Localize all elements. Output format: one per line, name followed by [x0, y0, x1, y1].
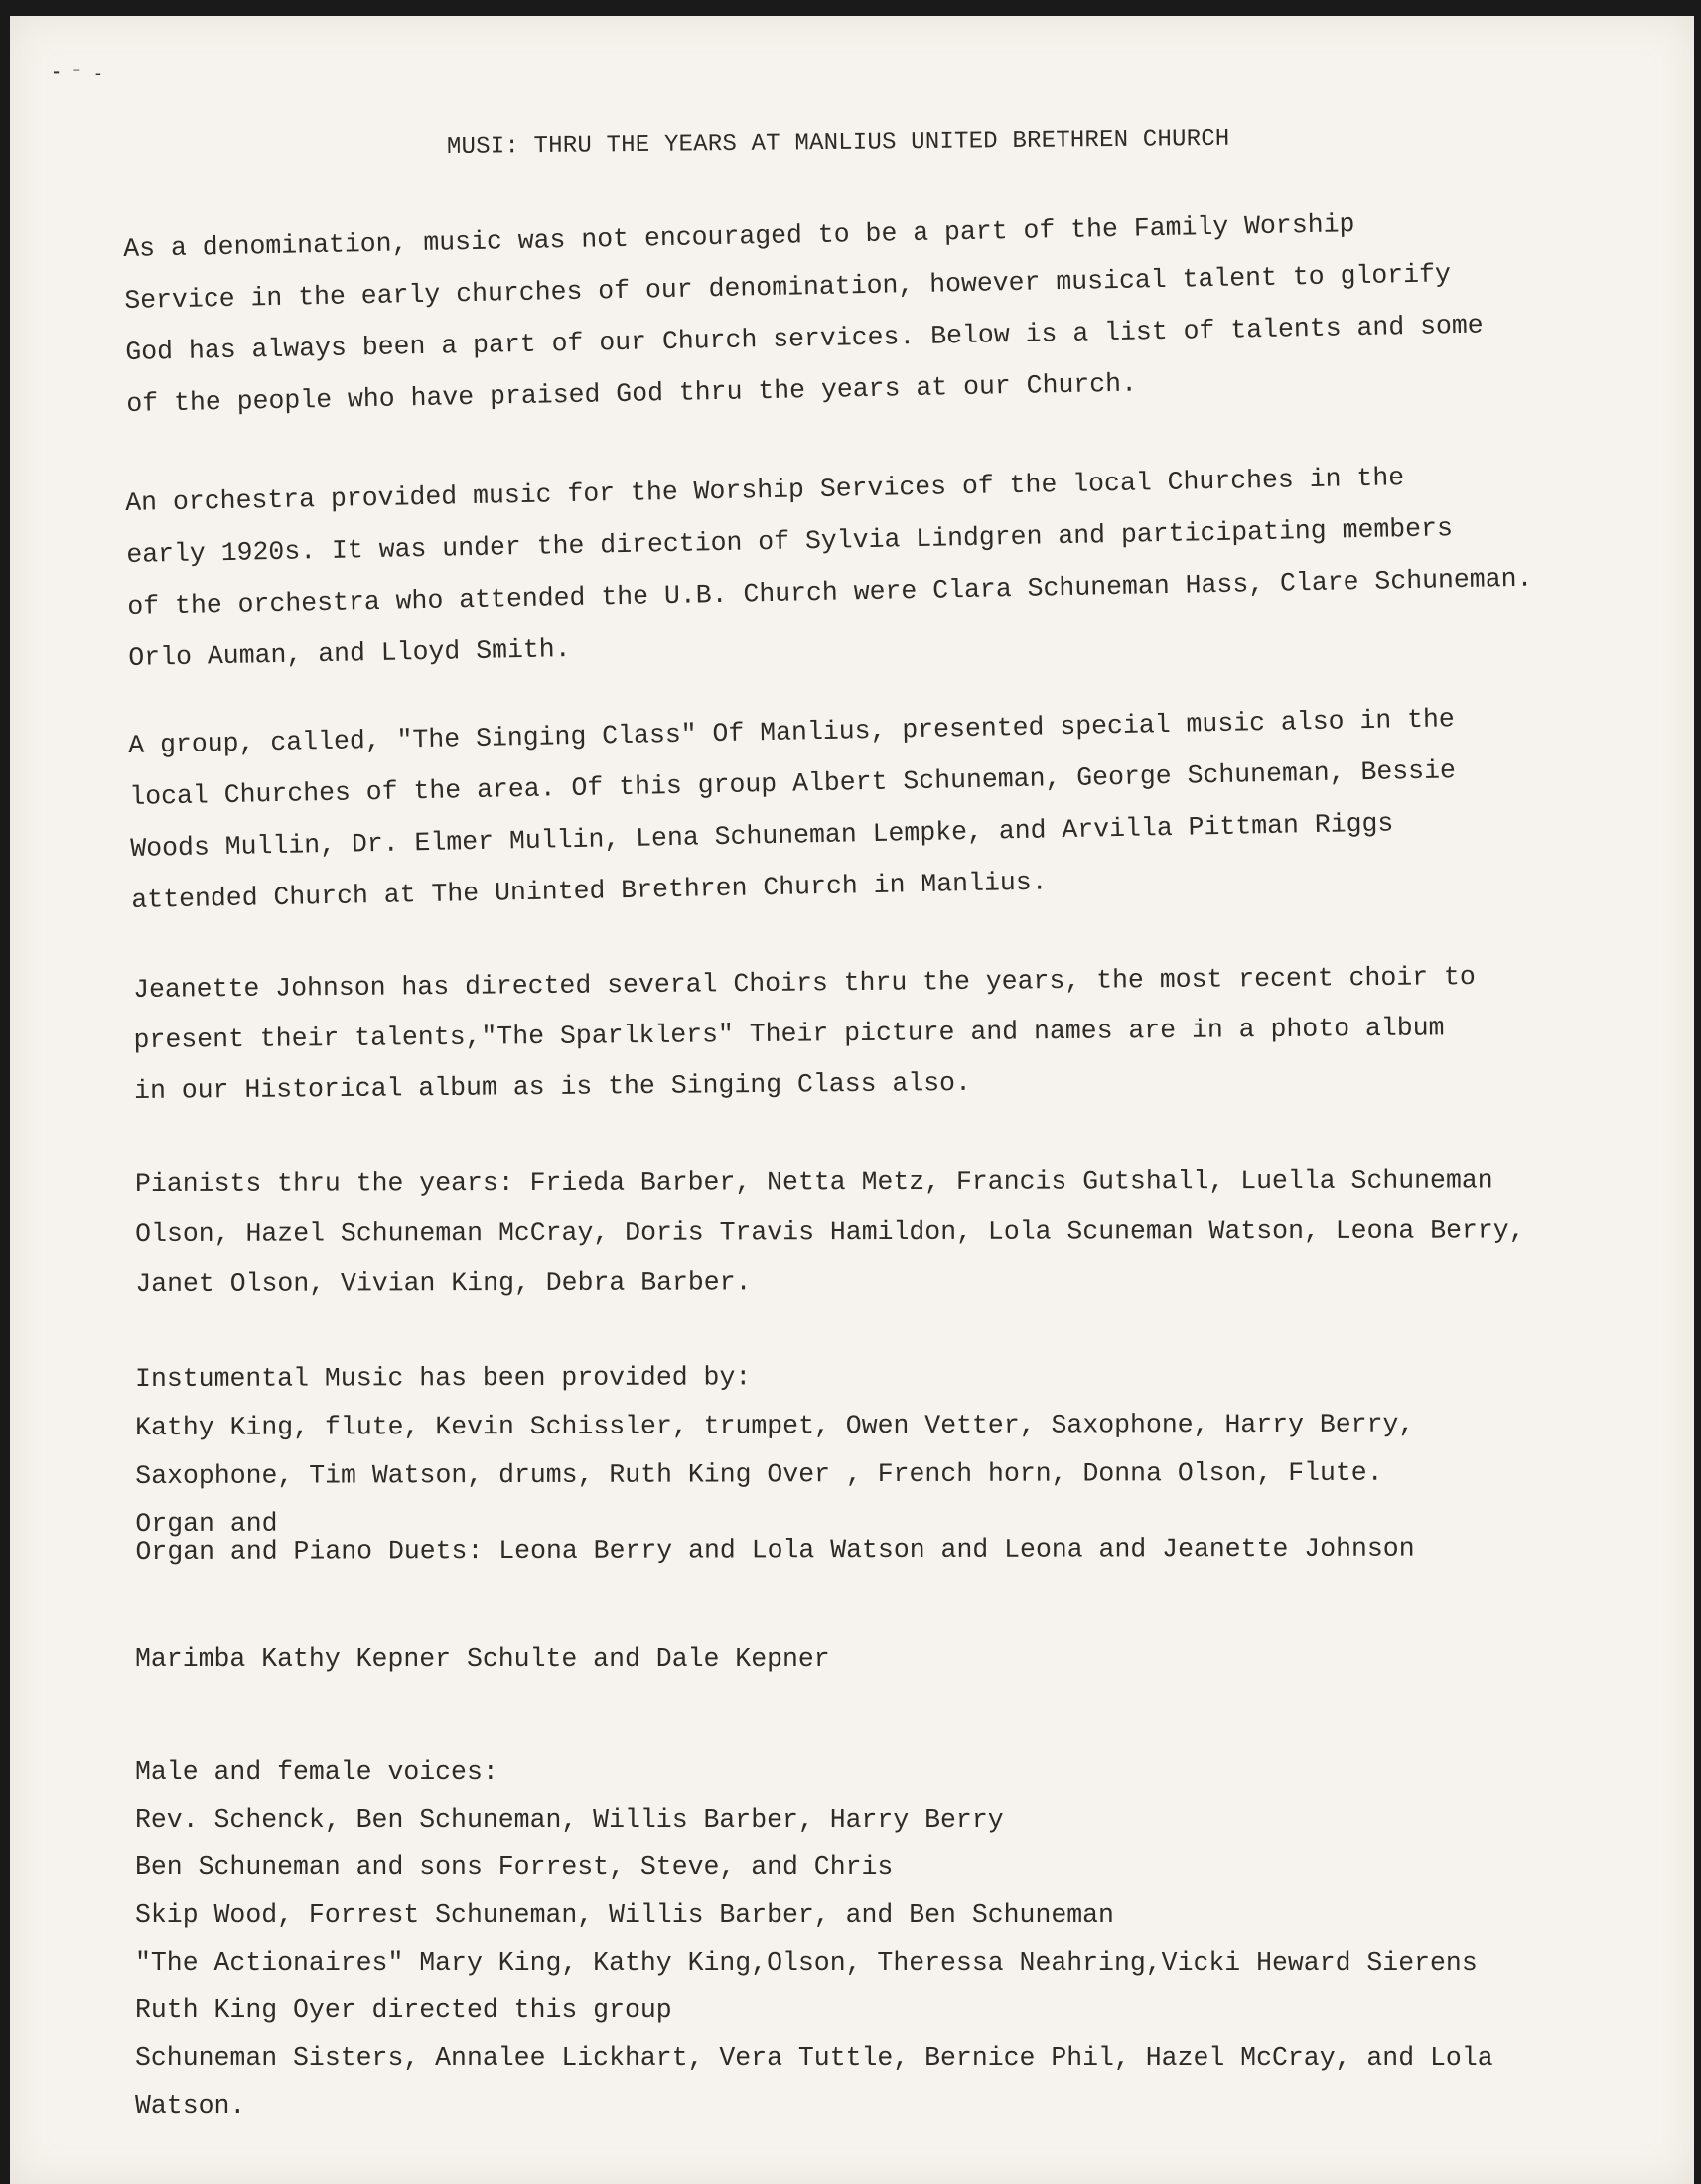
text-line: Orlo Auman, and Lloyd Smith. — [128, 634, 571, 673]
text-line: Janet Olson, Vivian King, Debra Barber. — [135, 1267, 752, 1298]
text-line: Ben Schuneman and sons Forrest, Steve, and Chris — [135, 1852, 894, 1882]
text-line: Watson. — [135, 2091, 246, 2120]
text-line: in our Historical album as is the Singing Class also. — [133, 1067, 972, 1106]
text-line: God has always been a part of our Church services. Below is a list of talents and some — [125, 310, 1484, 367]
text-line: present their talents,"The Sparlklers" Their picture and names are in a photo album — [133, 1013, 1445, 1055]
text-line: "The Actionaires" Mary King, Kathy King,Olson, Theressa Neahring,Vicki Heward Sierens — [135, 1948, 1478, 1978]
text-line: Skip Wood, Forrest Schuneman, Willis Barber, and Ben Schuneman — [135, 1900, 1114, 1930]
text-line: Jeanette Johnson has directed several Choirs thru the years, the most recent choir to — [132, 962, 1476, 1005]
text-line: Rev. Schenck, Ben Schuneman, Willis Barber, Harry Berry — [135, 1805, 1004, 1835]
text-line: Ruth King Oyer directed this group — [135, 1995, 672, 2025]
text-line: of the orchestra who attended the U.B. Church were Clara Schuneman Hass, Clare Schuneman. — [127, 563, 1533, 621]
text-line: early 1920s. It was under the direction of Sylvia Lindgren and participating members — [126, 513, 1454, 570]
text-line: Service in the early churches of our denomination, however musical talent to glorify — [124, 259, 1452, 316]
text-line: attended Church at The Uninted Brethren Church in Manlius. — [131, 867, 1048, 915]
text-line: Organ and Piano Duets: Leona Berry and Lola Watson and Leona and Jeanette Johnson — [135, 1533, 1415, 1567]
scan-speck-marks: ⁃ ⁻ ‐ — [52, 64, 104, 84]
text-line: Pianists thru the years: Frieda Barber, Netta Metz, Francis Gutshall, Luella Schuneman — [134, 1165, 1493, 1199]
text-line: As a denomination, music was not encouraged to be a part of the Family Worship — [122, 209, 1355, 264]
text-line: Woods Mullin, Dr. Elmer Mullin, Lena Schuneman Lempke, and Arvilla Pittman Riggs — [130, 808, 1394, 864]
text-line: of the people who have praised God thru the years at our Church. — [126, 368, 1138, 419]
text-line: An orchestra provided music for the Worship Services of the local Churches in the — [124, 463, 1405, 518]
text-line: Kathy King, flute, Kevin Schissler, trumpet, Owen Vetter, Saxophone, Harry Berry, — [135, 1409, 1415, 1442]
page-title: MUSI: THRU THE YEARS AT MANLIUS UNITED BRETHREN CHURCH — [446, 125, 1230, 161]
text-line: local Churches of the area. Of this group Albert Schuneman, George Schuneman, Bessie — [129, 755, 1457, 812]
text-line: Saxophone, Tim Watson, drums, Ruth King Over , French horn, Donna Olson, Flute. — [135, 1457, 1383, 1491]
text-line: Schuneman Sisters, Annalee Lickhart, Vera Tuttle, Bernice Phil, Hazel McCray, and Lola — [135, 2043, 1493, 2073]
text-line: Organ and — [135, 1508, 278, 1539]
typewritten-page — [10, 16, 1694, 2184]
text-line: Instumental Music has been provided by: — [134, 1362, 752, 1394]
text-line: Male and female voices: — [135, 1757, 498, 1787]
text-line: Olson, Hazel Schuneman McCray, Doris Travis Hamildon, Lola Scuneman Watson, Leona Berry, — [135, 1215, 1525, 1249]
text-line: Marimba Kathy Kepner Schulte and Dale Kepner — [135, 1644, 830, 1674]
text-line: A group, called, "The Singing Class" Of Manlius, presented special music also in the — [127, 704, 1456, 760]
